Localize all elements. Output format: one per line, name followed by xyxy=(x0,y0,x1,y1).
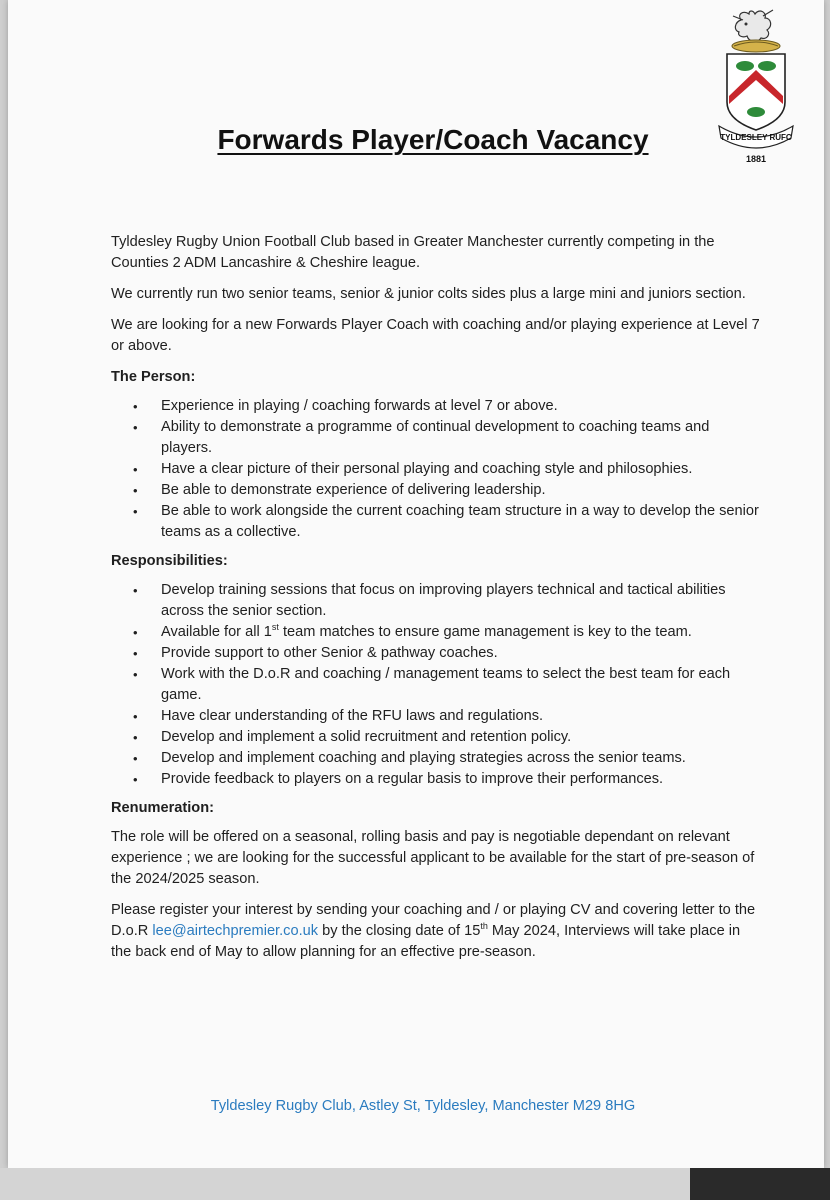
intro-paragraph-3: We are looking for a new Forwards Player Coach with coaching and/or playing experience at Level 7 or above. xyxy=(111,317,760,354)
ordinal-suffix: th xyxy=(480,921,488,932)
bullet-icon: • xyxy=(133,709,138,724)
section-heading-person: The Person: xyxy=(111,369,196,385)
list-item xyxy=(111,501,761,543)
renumeration-paragraph: The role will be offered on a seasonal, rolling basis and pay is negotiable dependant on relevant experience ; we are looking for the successful applicant to be available for the start of pre-season of the 2024/2025 season. xyxy=(111,829,755,887)
list-item xyxy=(111,459,761,480)
section-heading-renumeration: Renumeration: xyxy=(111,800,214,816)
crest-club-name: TYLDESLEY RUFC xyxy=(720,133,792,142)
application-text-pre: Please register your interest by sending your coaching and / or playing CV and covering letter to the D.o.R xyxy=(111,902,756,939)
bullet-icon: • xyxy=(133,420,138,435)
crest-year: 1881 xyxy=(745,154,767,164)
bullet-icon: • xyxy=(133,772,138,787)
footer-address: Tyldesley Rugby Club, Astley St, Tyldesley, Manchester M29 8HG xyxy=(210,1098,636,1114)
bullet-icon: • xyxy=(133,730,138,745)
list-item-text-post: team matches to ensure game management is key to the team. xyxy=(278,624,692,640)
list-item-text: Be able to work alongside the current coaching team structure in a way to develop the senior teams as a collective. xyxy=(161,503,759,540)
list-item-text: Ability to demonstrate a programme of continual development to coaching teams and players. xyxy=(161,419,710,456)
ordinal-suffix: st xyxy=(271,622,279,633)
application-text-post: May 2024, Interviews will take place in the back end of May to allow planning for an effective pre-season. xyxy=(111,923,741,960)
bullet-icon: • xyxy=(133,583,138,598)
bullet-icon: • xyxy=(133,625,138,640)
list-item-text: Develop and implement coaching and playing strategies across the senior teams. xyxy=(161,750,686,766)
list-item xyxy=(111,417,761,459)
list-item xyxy=(111,643,761,664)
list-item xyxy=(111,580,761,622)
list-item-text: Work with the D.o.R and coaching / management teams to select the best team for each game. xyxy=(161,666,731,703)
bullet-icon: • xyxy=(133,399,138,414)
list-item-text: Develop training sessions that focus on improving players technical and tactical abilities across the senior section. xyxy=(161,582,726,619)
responsibilities-list xyxy=(111,580,761,790)
vacancy-body xyxy=(111,232,761,973)
section-heading-responsibilities: Responsibilities: xyxy=(111,553,228,569)
bullet-icon: • xyxy=(133,483,138,498)
list-item-text-pre: Available for all 1 xyxy=(161,624,272,640)
person-list xyxy=(111,396,761,543)
list-item-text: Have a clear picture of their personal playing and coaching style and philosophies. xyxy=(161,461,693,477)
document-page xyxy=(8,0,824,1168)
bullet-icon: • xyxy=(133,646,138,661)
bottom-strip-dark xyxy=(690,1168,830,1200)
intro-paragraph-2: We currently run two senior teams, senior & junior colts sides plus a large mini and juniors section. xyxy=(111,286,746,302)
list-item-text: Experience in playing / coaching forwards at level 7 or above. xyxy=(161,398,558,414)
list-item-text: Provide feedback to players on a regular basis to improve their performances. xyxy=(161,771,664,787)
bottom-strip xyxy=(0,1168,830,1200)
list-item-text: Have clear understanding of the RFU laws and regulations. xyxy=(161,708,544,724)
list-item xyxy=(111,769,761,790)
page-title: Forwards Player/Coach Vacancy xyxy=(217,124,649,155)
email-link[interactable]: lee@airtechpremier.co.uk xyxy=(152,923,319,939)
bullet-icon: • xyxy=(133,667,138,682)
bullet-icon: • xyxy=(133,751,138,766)
bullet-icon: • xyxy=(133,504,138,519)
list-item xyxy=(111,664,761,706)
bullet-icon: • xyxy=(133,462,138,477)
list-item-text: Develop and implement a solid recruitment and retention policy. xyxy=(161,729,572,745)
list-item xyxy=(111,622,761,643)
list-item xyxy=(111,396,761,417)
list-item xyxy=(111,727,761,748)
intro-paragraph-1: Tyldesley Rugby Union Football Club based in Greater Manchester currently competing in the Counties 2 ADM Lancashire & Cheshire league. xyxy=(111,234,715,271)
list-item xyxy=(111,748,761,769)
list-item xyxy=(111,480,761,501)
list-item-text: Provide support to other Senior & pathway coaches. xyxy=(161,645,498,661)
application-text-mid: by the closing date of 15 xyxy=(318,923,481,939)
list-item xyxy=(111,706,761,727)
application-paragraph xyxy=(111,900,761,963)
list-item-text: Be able to demonstrate experience of delivering leadership. xyxy=(161,482,546,498)
